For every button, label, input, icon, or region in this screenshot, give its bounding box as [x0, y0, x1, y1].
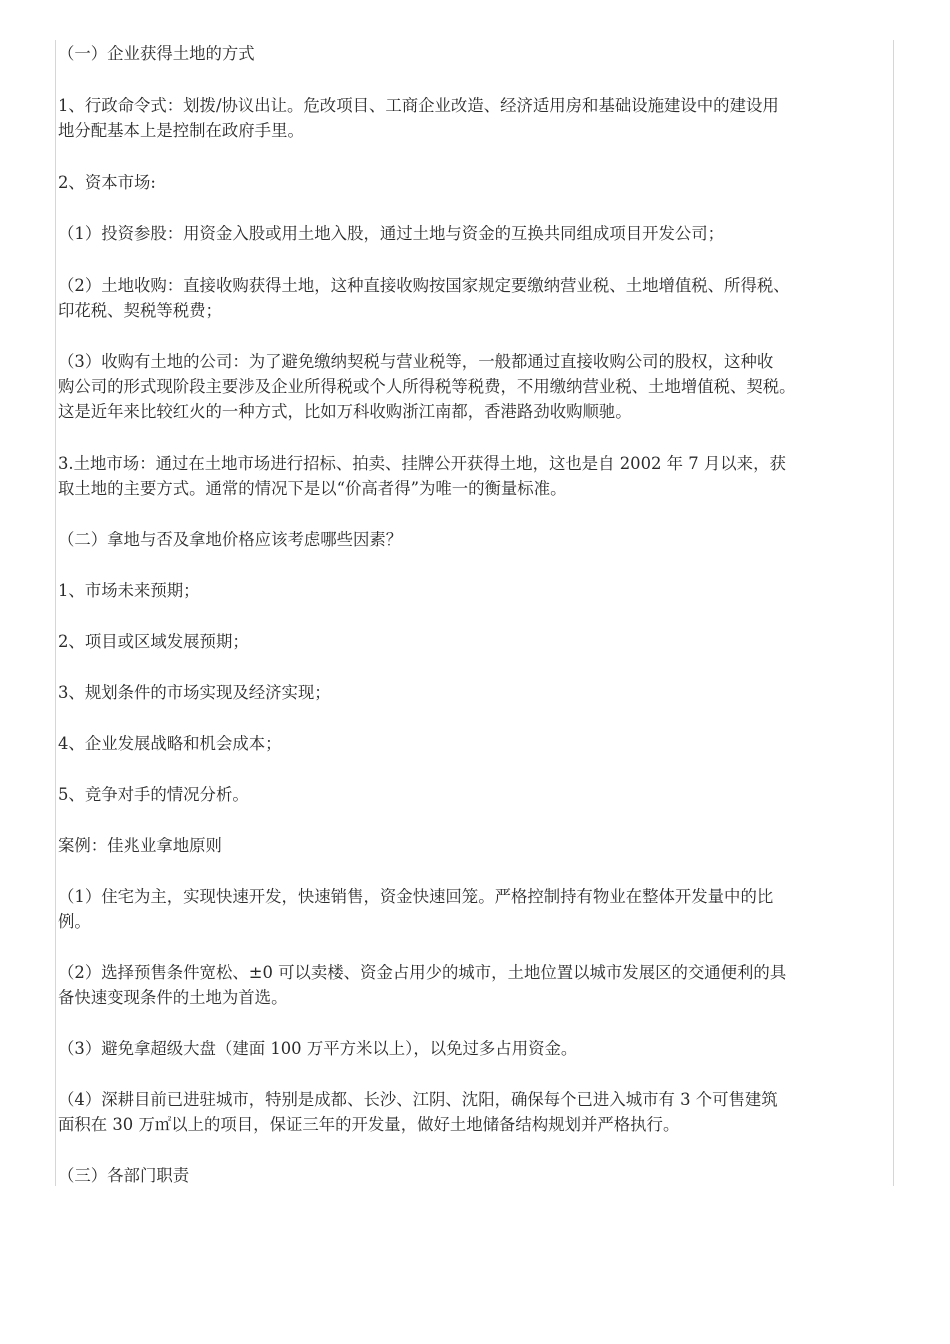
paragraph-land-market	[58, 451, 900, 501]
text-line: （4）深耕目前已进驻城市，特别是成都、长沙、江阴、沈阳，确保每个已进入城市有 3 个可售建筑	[58, 1090, 778, 1109]
text-line: 3.土地市场：通过在土地市场进行招标、拍卖、挂牌公开获得土地，这也是自 2002 年 7 月以来，获	[58, 454, 786, 473]
text-line: 3、规划条件的市场实现及经济实现；	[58, 683, 331, 702]
list-item-factor-3	[58, 680, 900, 705]
text-line: 备快速变现条件的土地为首选。	[58, 988, 288, 1007]
text-line: 购公司的形式现阶段主要涉及企业所得税或个人所得税等税费，不用缴纳营业税、土地增值税、契税。	[58, 377, 796, 396]
text-line: （2）选择预售条件宽松、±0 可以卖楼、资金占用少的城市，土地位置以城市发展区的交通便利的具	[58, 963, 787, 982]
text-line: （3）收购有土地的公司：为了避免缴纳契税与营业税等，一般都通过直接收购公司的股权，这种收	[58, 352, 774, 371]
text-line: 例。	[58, 912, 91, 931]
list-item-factor-1	[58, 578, 900, 603]
text-line: （二）拿地与否及拿地价格应该考虑哪些因素？	[58, 530, 403, 549]
list-item-factor-2	[58, 629, 900, 654]
section-heading-land-acquisition-methods	[58, 41, 900, 66]
case-principle-2	[58, 960, 900, 1010]
text-line: 地分配基本上是控制在政府手里。	[58, 121, 304, 140]
text-line: 1、行政命令式：划拨/协议出让。危改项目、工商企业改造、经济适用房和基础设施建设中的建设用	[58, 96, 779, 115]
text-line: （1）投资参股：用资金入股或用土地入股，通过土地与资金的互换共同组成项目开发公司；	[58, 224, 725, 243]
text-line: 1、市场未来预期；	[58, 581, 200, 600]
text-line: 5、竞争对手的情况分析。	[58, 785, 249, 804]
text-line: 2、项目或区域发展预期；	[58, 632, 249, 651]
text-line: 2、资本市场:	[58, 173, 156, 192]
text-line: 面积在 30 万㎡以上的项目，保证三年的开发量，做好土地储备结构规划并严格执行。	[58, 1115, 680, 1134]
text-line: （1）住宅为主，实现快速开发，快速销售，资金快速回笼。严格控制持有物业在整体开发量中的比	[58, 887, 774, 906]
text-line: （2）土地收购：直接收购获得土地，这种直接收购按国家规定要缴纳营业税、土地增值税、所得税、	[58, 276, 790, 295]
text-line: 印花税、契税等税费；	[58, 301, 222, 320]
text-line: 案例：佳兆业拿地原则	[58, 836, 222, 855]
section-heading-factors	[58, 527, 900, 552]
paragraph-company-acquisition	[58, 349, 900, 424]
case-principle-3	[58, 1036, 900, 1061]
paragraph-administrative-order	[58, 93, 900, 143]
section-heading-department-duties	[58, 1163, 900, 1188]
case-principle-4	[58, 1087, 900, 1137]
text-line: 取土地的主要方式。通常的情况下是以“价高者得”为唯一的衡量标准。	[58, 479, 567, 498]
case-principle-1	[58, 884, 900, 934]
list-item-factor-4	[58, 731, 900, 756]
text-line: 4、企业发展战略和机会成本；	[58, 734, 282, 753]
text-line: 这是近年来比较红火的一种方式，比如万科收购浙江南都，香港路劲收购顺驰。	[58, 402, 632, 421]
text-line: （三）各部门职责	[58, 1166, 190, 1185]
list-item-factor-5	[58, 782, 900, 807]
paragraph-capital-market	[58, 170, 900, 195]
left-border-line	[55, 40, 56, 1186]
paragraph-investment-stake	[58, 221, 900, 246]
right-border-line	[893, 40, 894, 1186]
case-heading	[58, 833, 900, 858]
text-line: （一）企业获得土地的方式	[58, 44, 255, 63]
paragraph-land-acquisition	[58, 273, 900, 323]
text-line: （3）避免拿超级大盘（建面 100 万平方米以上），以免过多占用资金。	[58, 1039, 578, 1058]
